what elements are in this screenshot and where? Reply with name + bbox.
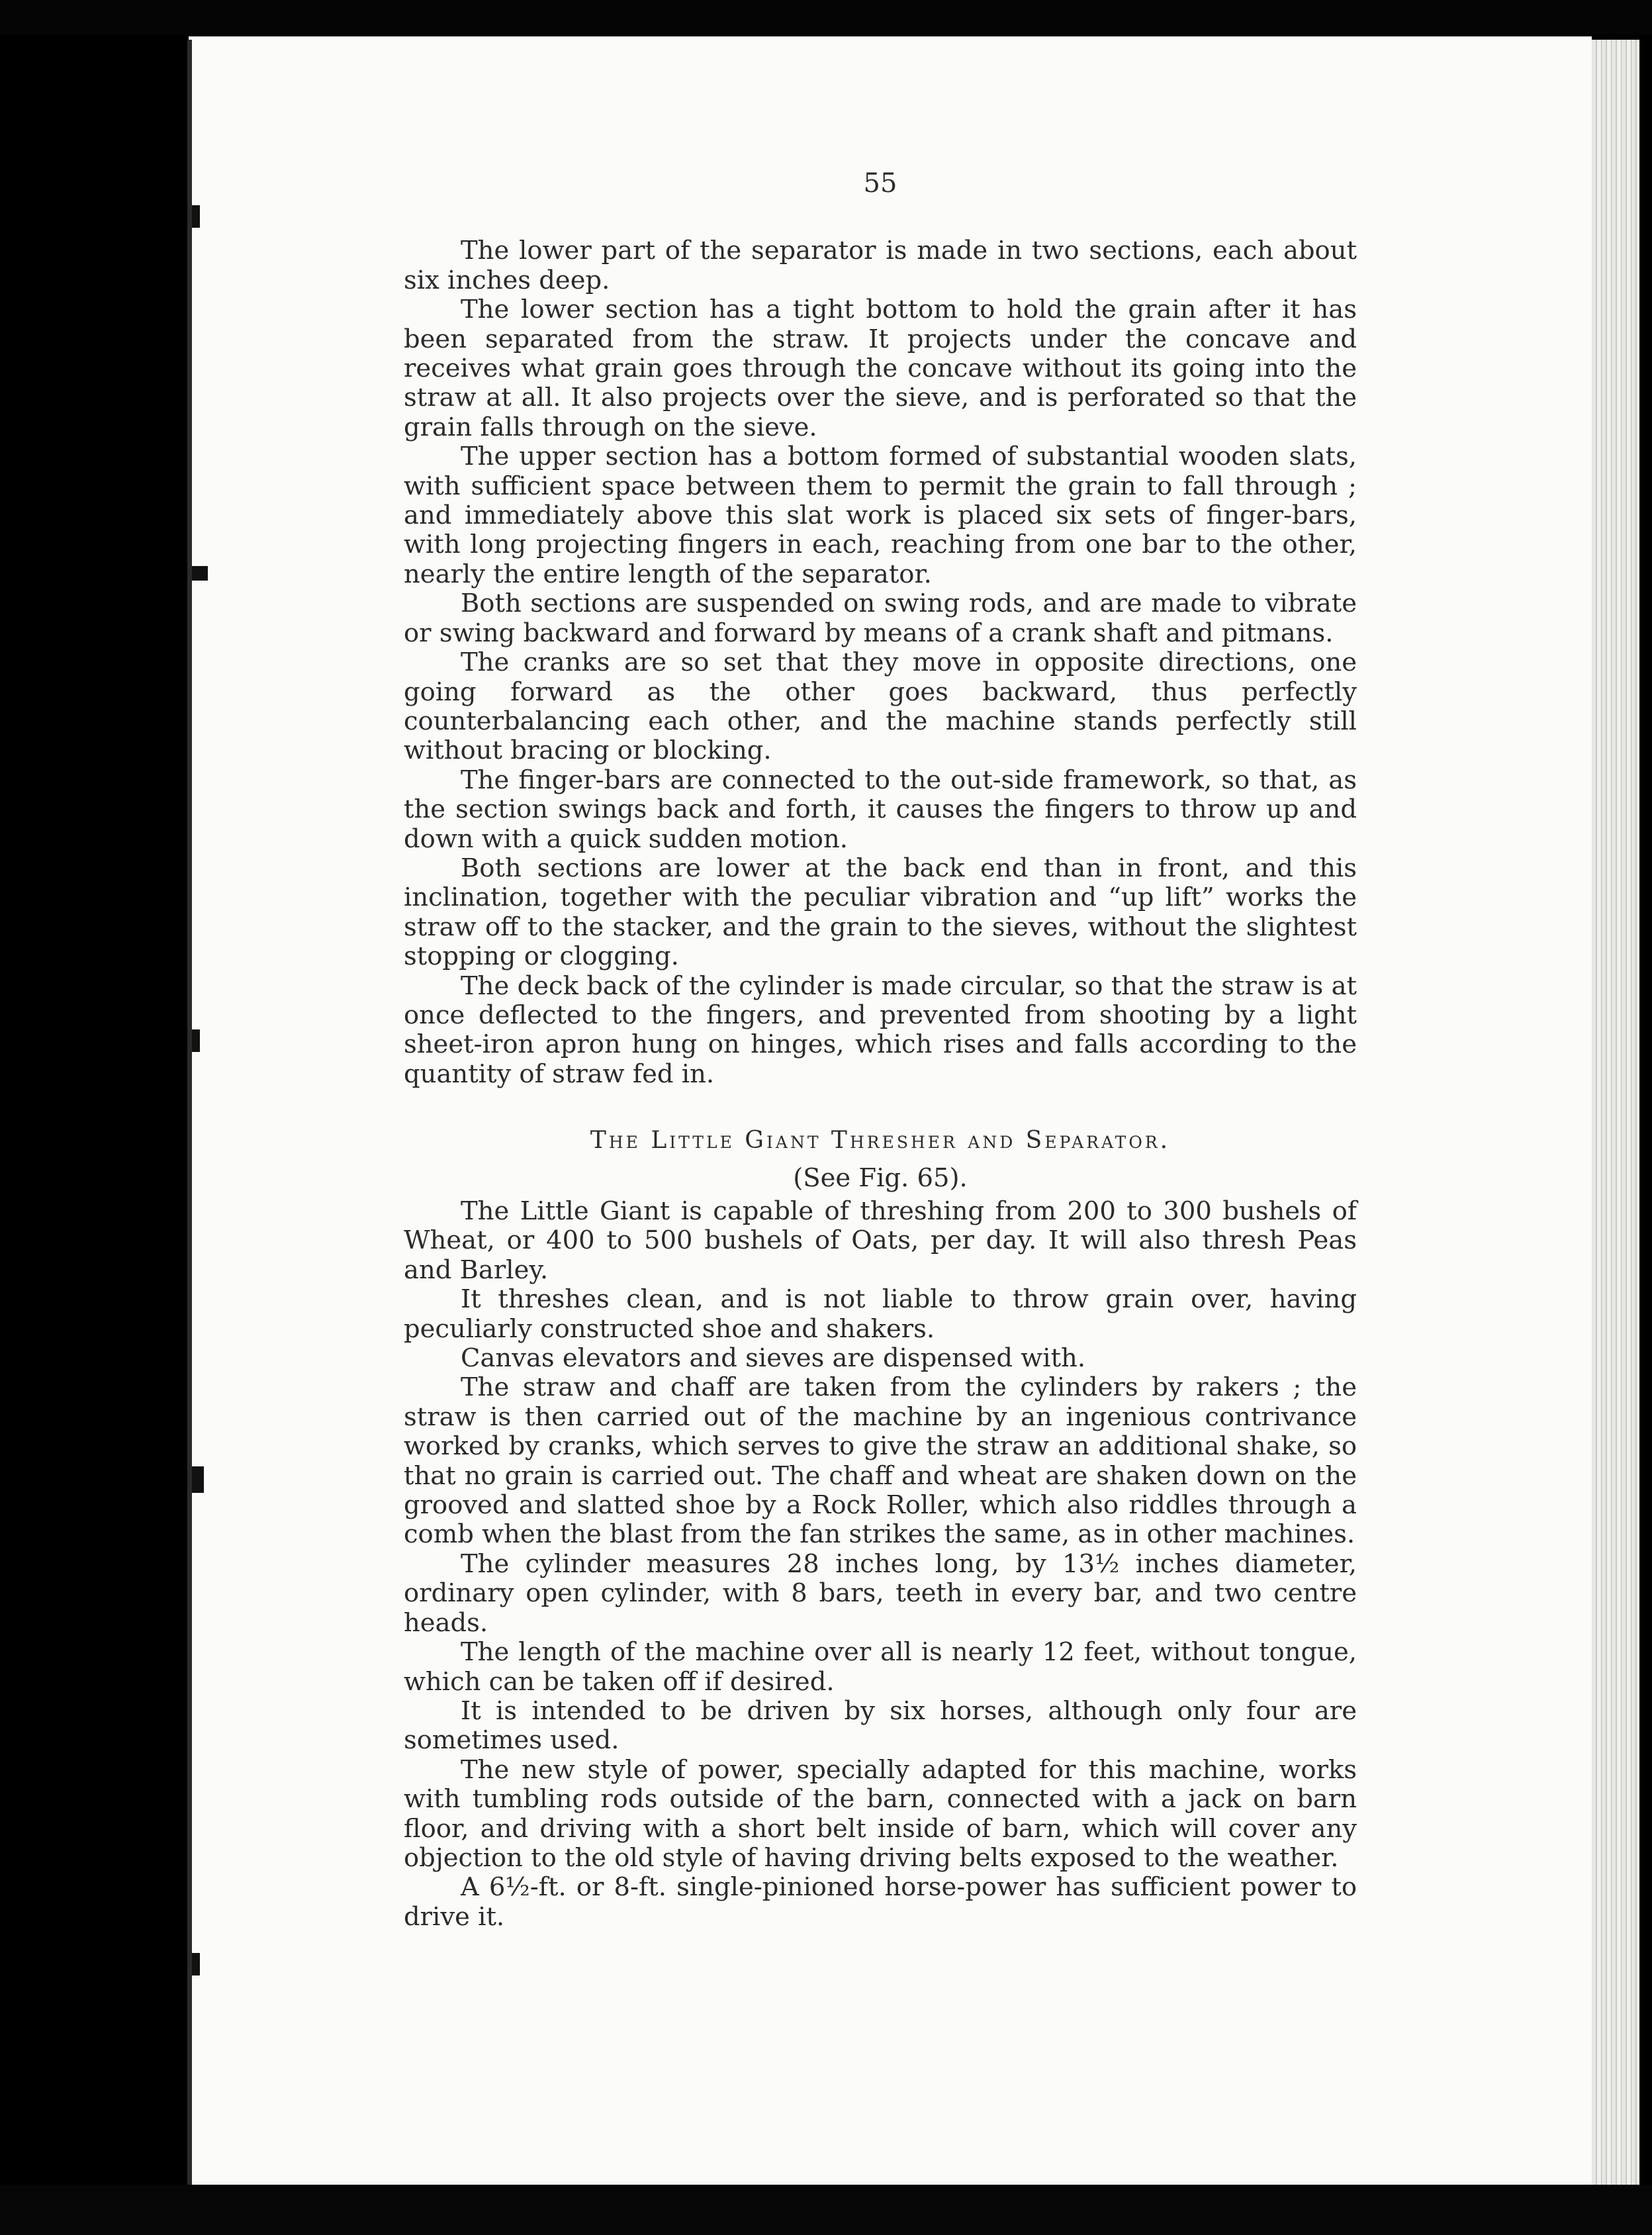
paragraph: Both sections are suspended on swing rods, and are made to vibrate or swing backward and forward by means of a crank shaft and pitmans. [404, 589, 1357, 648]
paragraph: The finger-bars are connected to the out-side framework, so that, as the section swings back and forth, it causes the fingers to throw up and down with a quick sudden motion. [404, 765, 1357, 854]
scan-bottom-border [0, 2185, 1652, 2235]
page-number: 55 [863, 168, 897, 199]
paragraph: The cranks are so set that they move in opposite directions, one going forward as the other goes backward, thus perfectly counterbalancing each other, and the machine stands perfectly still without bracing or blocking. [404, 647, 1357, 766]
paragraph: It threshes clean, and is not liable to throw grain over, having peculiarly constructed shoe and shakers. [404, 1284, 1357, 1344]
paragraph: Canvas elevators and sieves are dispensed with. [461, 1343, 1086, 1374]
paragraph: The upper section has a bottom formed of substantial wooden slats, with sufficient space between them to permit the grain to fall through ; and immediately above this slat work is placed six sets of finger-bars, with long projecting fingers in each, reaching from one bar to the other, nearly the entire length of the separator. [404, 442, 1357, 589]
paragraph: The cylinder measures 28 inches long, by 13½ inches diameter, ordinary open cylinder, with 8 bars, teeth in every bar, and two centre heads. [404, 1548, 1357, 1638]
paragraph: The straw and chaff are taken from the cylinders by rakers ; the straw is then carried out of the machine by an ingenious contrivance worked by cranks, which serves to give the straw an additional shake, so that no grain is carried out. The chaff and wheat are shaken down on the grooved and slatted shoe by a Rock Roller, which also riddles through a comb when the blast from the fan strikes the same, as in other machines. [404, 1372, 1357, 1550]
paragraph: The deck back of the cylinder is made circular, so that the straw is at once deflected to the fingers, and prevented from shooting by a light sheet-iron apron hung on hinges, which rises and falls according to the quantity of straw fed in. [404, 971, 1357, 1089]
paragraph: The length of the machine over all is nearly 12 feet, without tongue, which can be taken off if desired. [404, 1637, 1357, 1697]
binding-edge [187, 40, 192, 2185]
binding-thread-mark [192, 1953, 200, 1975]
paragraph: Both sections are lower at the back end than in front, and this inclination, together with the peculiar vibration and “up lift” works the straw off to the stacker, and the grain to the sieves, without the slightest stopping or clogging. [404, 853, 1357, 972]
paragraph: A 6½-ft. or 8-ft. single-pinioned horse-power has sufficient power to drive it. [404, 1872, 1357, 1932]
binding-thread-mark [192, 1029, 200, 1052]
binding-thread-mark [192, 566, 208, 581]
paragraph: It is intended to be driven by six horses, although only four are sometimes used. [404, 1695, 1357, 1756]
binding-thread-mark [192, 1466, 204, 1493]
paragraph: The lower part of the separator is made in two sections, each about six inches deep. [404, 236, 1357, 295]
scan-top-border [0, 0, 1652, 34]
page-edges [1592, 40, 1639, 2185]
page-text [404, 169, 1357, 1932]
section-heading: The Little Giant Thresher and Separator. [590, 1127, 1171, 1155]
paragraph: The Little Giant is capable of threshing from 200 to 300 bushels of Wheat, or 400 to 500 bushels of Oats, per day. It will also thresh Peas and Barley. [404, 1196, 1357, 1285]
figure-reference: (See Fig. 65). [793, 1163, 968, 1193]
paragraph: The lower section has a tight bottom to hold the grain after it has been separated from the straw. It projects under the concave and receives what grain goes through the concave without its going into the straw at all. It also projects over the sieve, and is perforated so that the grain falls through on the sieve. [404, 295, 1357, 442]
binding-thread-mark [192, 205, 200, 228]
paragraph: The new style of power, specially adapted for this machine, works with tumbling rods outside of the barn, connected with a jack on barn floor, and driving with a short belt inside of barn, which will cover any objection to the old style of having driving belts exposed to the weather. [404, 1754, 1357, 1873]
